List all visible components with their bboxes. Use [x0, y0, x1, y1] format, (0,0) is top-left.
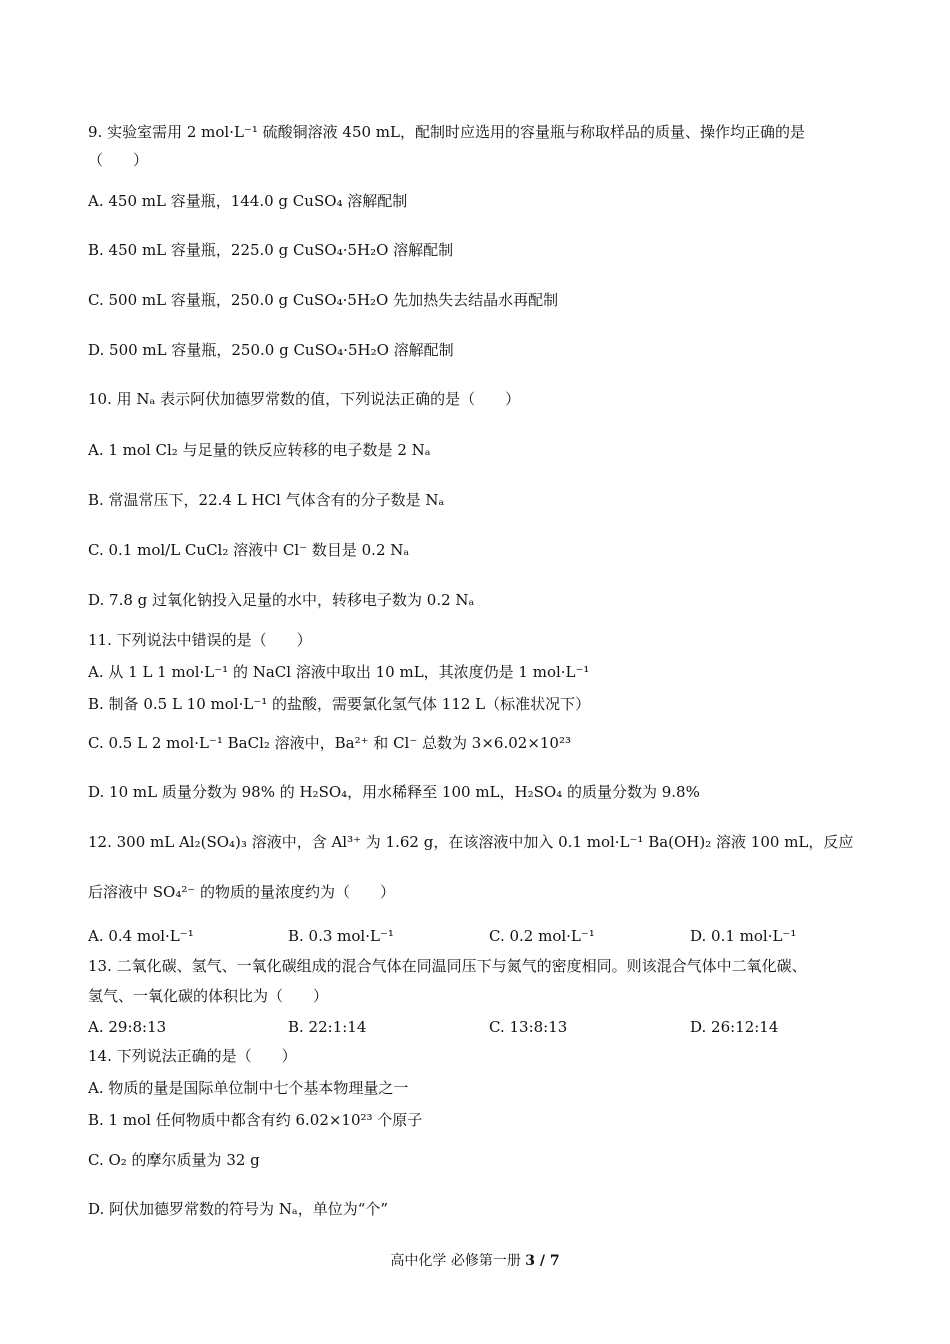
question-12-option-a: A. 0.4 mol·L⁻¹ [88, 927, 194, 945]
question-14-option-b: B. 1 mol 任何物质中都含有约 6.02×10²³ 个原子 [88, 1111, 423, 1129]
question-12-option-d: D. 0.1 mol·L⁻¹ [690, 927, 797, 945]
question-10-option-b: B. 常温常压下，22.4 L HCl 气体含有的分子数是 Nₐ [88, 491, 445, 509]
question-13-stem-continued: 氢气、一氧化碳的体积比为（ ） [88, 987, 329, 1005]
question-13-option-a: A. 29:8:13 [88, 1018, 167, 1036]
page-footer [0, 1252, 950, 1270]
question-12-stem-continued: 后溶液中 SO₄²⁻ 的物质的量浓度约为（ ） [88, 883, 396, 901]
question-13-option-c: C. 13:8:13 [489, 1018, 568, 1036]
question-11-stem: 11. 下列说法中错误的是（ ） [88, 631, 312, 649]
question-11-option-b: B. 制备 0.5 L 10 mol·L⁻¹ 的盐酸，需要氯化氢气体 112 L（标准状况下） [88, 695, 591, 713]
question-9-option-a: A. 450 mL 容量瓶，144.0 g CuSO₄ 溶解配制 [88, 192, 408, 210]
question-13-option-b: B. 22:1:14 [288, 1018, 367, 1036]
question-9-stem: 9. 实验室需用 2 mol·L⁻¹ 硫酸铜溶液 450 mL，配制时应选用的容量瓶与称取样品的质量、操作均正确的是 [88, 123, 805, 141]
question-12-option-b: B. 0.3 mol·L⁻¹ [288, 927, 394, 945]
question-9-option-b: B. 450 mL 容量瓶，225.0 g CuSO₄·5H₂O 溶解配制 [88, 241, 454, 259]
question-11-option-c: C. 0.5 L 2 mol·L⁻¹ BaCl₂ 溶液中，Ba²⁺ 和 Cl⁻ 总数为 3×6.02×10²³ [88, 734, 571, 752]
footer-course: 高中化学 必修第一册 [390, 1253, 521, 1269]
question-13-option-d: D. 26:12:14 [690, 1018, 779, 1036]
question-9-option-c: C. 500 mL 容量瓶，250.0 g CuSO₄·5H₂O 先加热失去结晶水再配制 [88, 291, 559, 309]
question-14-option-a: A. 物质的量是国际单位制中七个基本物理量之一 [88, 1079, 409, 1097]
question-14-option-d: D. 阿伏加德罗常数的符号为 Nₐ，单位为“个” [88, 1200, 389, 1218]
question-13-stem: 13. 二氧化碳、氢气、一氧化碳组成的混合气体在同温同压下与氮气的密度相同。则该混合气体中二氧化碳、 [88, 957, 807, 975]
question-10-option-a: A. 1 mol Cl₂ 与足量的铁反应转移的电子数是 2 Nₐ [88, 441, 431, 459]
question-11-option-d: D. 10 mL 质量分数为 98% 的 H₂SO₄，用水稀释至 100 mL，H₂SO₄ 的质量分数为 9.8% [88, 783, 700, 801]
question-12-option-c: C. 0.2 mol·L⁻¹ [489, 927, 595, 945]
question-9-stem-continued: （ ） [88, 151, 149, 169]
question-14-stem: 14. 下列说法正确的是（ ） [88, 1047, 297, 1065]
question-14-option-c: C. O₂ 的摩尔质量为 32 g [88, 1151, 260, 1169]
question-12-stem: 12. 300 mL Al₂(SO₄)₃ 溶液中，含 Al³⁺ 为 1.62 g，在该溶液中加入 0.1 mol·L⁻¹ Ba(OH)₂ 溶液 100 mL，反应 [88, 833, 854, 851]
question-10-option-d: D. 7.8 g 过氧化钠投入足量的水中，转移电子数为 0.2 Nₐ [88, 591, 475, 609]
question-9-option-d: D. 500 mL 容量瓶，250.0 g CuSO₄·5H₂O 溶解配制 [88, 341, 454, 359]
footer-page-number: 3 / 7 [525, 1253, 560, 1269]
question-10-option-c: C. 0.1 mol/L CuCl₂ 溶液中 Cl⁻ 数目是 0.2 Nₐ [88, 541, 410, 559]
question-11-option-a: A. 从 1 L 1 mol·L⁻¹ 的 NaCl 溶液中取出 10 mL，其浓度仍是 1 mol·L⁻¹ [88, 663, 590, 681]
question-10-stem: 10. 用 Nₐ 表示阿伏加德罗常数的值，下列说法正确的是（ ） [88, 390, 521, 408]
